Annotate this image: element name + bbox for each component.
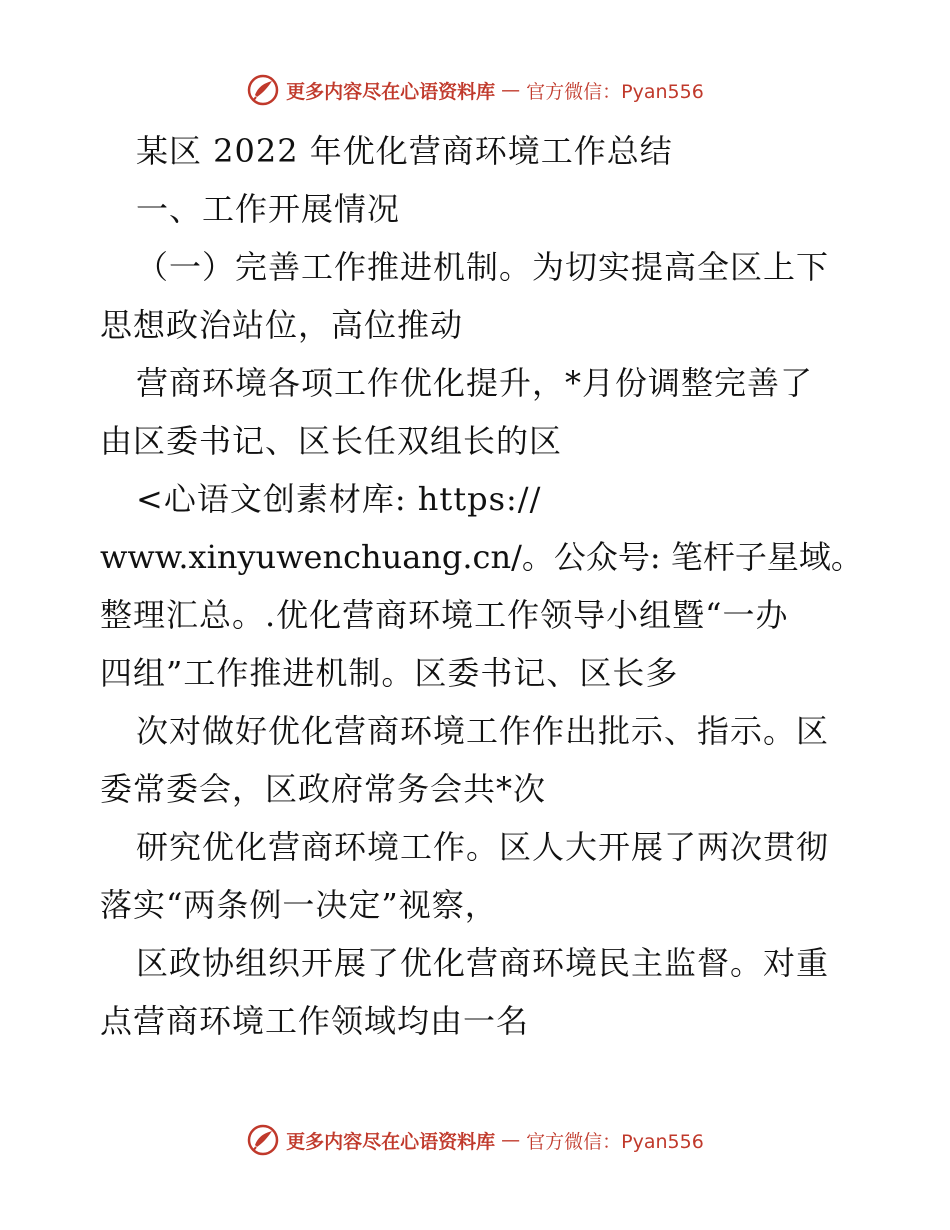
watermark-sub-text: 官方微信：Pyan556	[526, 1130, 704, 1153]
section-heading: 一、工作开展情况	[136, 190, 401, 228]
watermark-logo-icon	[246, 73, 280, 107]
watermark-separator: —	[501, 1129, 521, 1151]
paragraph-line: 营商环境各项工作优化提升，*月份调整完善了	[136, 364, 814, 402]
paragraph-line: 落实“两条例一决定”视察，	[100, 886, 498, 924]
watermark-main-text: 更多内容尽在心语资料库	[286, 1130, 496, 1153]
paragraph-line: www.xinyuwenchuang.cn/。公众号: 笔杆子星域。	[100, 538, 863, 576]
document-title: 某区 2022 年优化营商环境工作总结	[136, 132, 673, 170]
watermark-main-text: 更多内容尽在心语资料库	[286, 80, 496, 103]
paragraph-line: 整理汇总。.优化营商环境工作领导小组暨“一办	[100, 596, 789, 634]
watermark-sub-text: 官方微信：Pyan556	[526, 80, 704, 103]
paragraph-line: 区政协组织开展了优化营商环境民主监督。对重	[136, 944, 830, 982]
paragraph-line: 四组”工作推进机制。区委书记、区长多	[100, 654, 679, 692]
watermark-separator: —	[501, 79, 521, 101]
header-watermark	[0, 70, 950, 110]
footer-watermark	[0, 1120, 950, 1160]
paragraph-line: 点营商环境工作领域均由一名	[100, 1002, 530, 1040]
paragraph-line: 研究优化营商环境工作。区人大开展了两次贯彻	[136, 828, 830, 866]
paragraph-line: 思想政治站位，高位推动	[100, 306, 464, 344]
paragraph-line: （一）完善工作推进机制。为切实提高全区上下	[136, 248, 830, 286]
document-body	[100, 122, 863, 1050]
paragraph-line: 由区委书记、区长任双组长的区	[100, 422, 563, 460]
paragraph-line: 委常委会，区政府常务会共*次	[100, 770, 547, 808]
paragraph-line: 次对做好优化营商环境工作作出批示、指示。区	[136, 712, 830, 750]
watermark-logo-icon	[246, 1123, 280, 1157]
paragraph-line: <心语文创素材库: https://	[136, 480, 542, 518]
